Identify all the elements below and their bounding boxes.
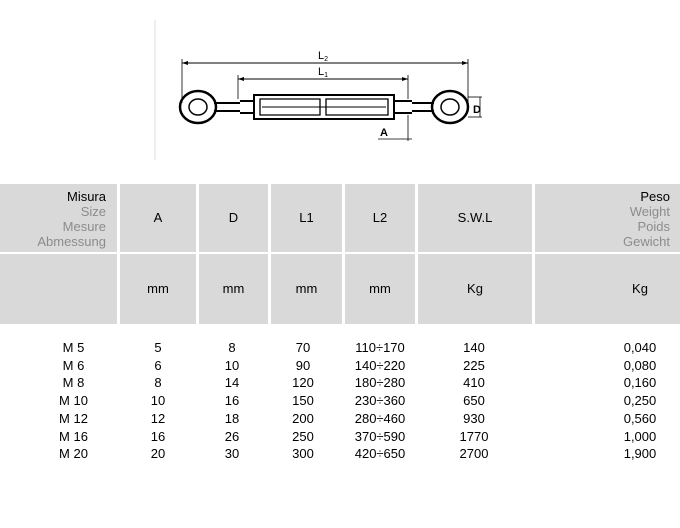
unit-a: mm [147, 281, 169, 296]
weight-column: 0,040 0,080 0,160 0,250 0,560 1,000 1,900 [623, 340, 657, 462]
unit-swl: Kg [467, 281, 483, 296]
turnbuckle-drawing [150, 15, 490, 165]
l1-label: L1 [318, 66, 329, 79]
l2-column: 110÷170 140÷220 180÷280 230÷360 280÷460 370÷590 420÷650 [354, 340, 406, 462]
l2-label: L2 [318, 50, 329, 63]
col-header-swl: S.W.L [457, 210, 493, 225]
swl-column: 140 225 410 650 930 1770 2700 [459, 340, 489, 462]
left-eye [180, 91, 216, 123]
col-header-a: A [153, 210, 163, 225]
d-label: D [473, 104, 481, 116]
d-column: 8 10 14 16 18 26 30 [224, 340, 240, 462]
unit-l1: mm [295, 281, 318, 296]
unit-weight: Kg [632, 281, 648, 296]
a-column: 5 6 8 10 12 16 20 [150, 340, 166, 462]
specification-table [0, 184, 680, 528]
size-column: M 5 M 6 M 8 M 10 M 12 M 16 M 20 [59, 340, 88, 462]
unit-d: mm [222, 281, 245, 296]
weight-header: Peso Weight Poids Gewicht [623, 189, 670, 249]
a-label: A [380, 127, 388, 139]
col-header-l2: L2 [372, 210, 388, 225]
size-header: Misura Size Mesure Abmessung [37, 189, 106, 249]
col-header-d: D [228, 210, 239, 225]
col-header-l1: L1 [299, 210, 314, 225]
unit-l2: mm [369, 281, 391, 296]
right-eye [432, 91, 468, 123]
l1-column: 70 90 120 150 200 250 300 [292, 340, 314, 462]
